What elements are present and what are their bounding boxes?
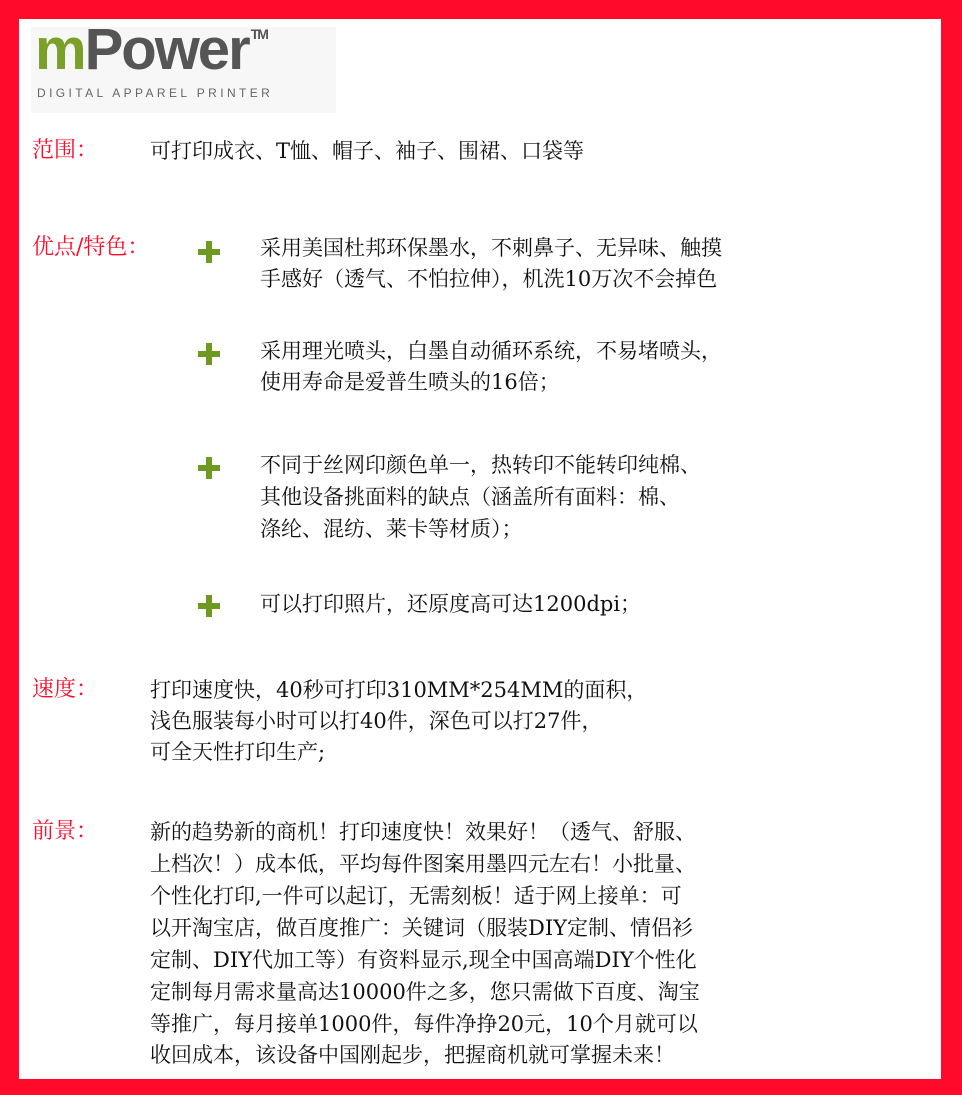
plus-icon [198, 595, 220, 617]
feature-item-2-line-1: 采用理光喷头，白墨自动循环系统，不易堵喷头， [260, 339, 722, 363]
outlook-label: 前景： [32, 819, 99, 844]
scope-label: 范围： [32, 138, 99, 163]
outlook-line-4: 以开淘宝店，做百度推广：关键词（服装DIY定制、情侣衫 [150, 916, 693, 940]
logo-tagline: DIGITAL APPAREL PRINTER [37, 86, 274, 100]
feature-item-4-line-1: 可以打印照片，还原度高可达1200dpi； [260, 592, 642, 616]
mpower-logo [31, 17, 336, 113]
feature-item-1-line-1: 采用美国杜邦环保墨水，不刺鼻子、无异味、触摸 [260, 236, 722, 260]
logo-trademark: TM [250, 26, 267, 42]
feature-item-3-line-3: 涤纶、混纺、莱卡等材质）； [260, 517, 523, 541]
speed-line-3: 可全天性打印生产; [150, 740, 326, 764]
page-frame [19, 19, 941, 1079]
plus-icon [198, 343, 220, 365]
logo-wordmark [35, 17, 267, 82]
outlook-line-3: 个性化打印,一件可以起订，无需刻板！适于网上接单：可 [150, 884, 682, 908]
speed-line-2: 浅色服装每小时可以打40件，深色可以打27件， [150, 709, 603, 733]
plus-icon [198, 457, 220, 479]
plus-icon [198, 241, 220, 263]
outlook-line-1: 新的趋势新的商机！打印速度快！效果好！（透气、舒服、 [150, 820, 696, 844]
outlook-line-6: 定制每月需求量高达10000件之多，您只需做下百度、淘宝 [150, 980, 700, 1004]
feature-item-3-line-2: 其他设备挑面料的缺点（涵盖所有面料：棉、 [260, 485, 680, 509]
speed-line-1: 打印速度快，40秒可打印310MM*254MM的面积， [150, 678, 648, 702]
outlook-line-2: 上档次！）成本低，平均每件图案用墨四元左右！小批量、 [150, 852, 696, 876]
scope-text: 可打印成衣、T恤、帽子、袖子、围裙、口袋等 [150, 139, 585, 163]
logo-m: m [35, 17, 85, 82]
feature-item-3-line-1: 不同于丝网印颜色单一，热转印不能转印纯棉、 [260, 453, 701, 477]
logo-power: Power [84, 17, 249, 82]
features-label: 优点/特色： [32, 235, 150, 260]
outlook-line-7: 等推广，每月接单1000件，每件净挣20元，10个月就可以 [150, 1012, 698, 1036]
outlook-line-5: 定制、DIY代加工等）有资料显示,现全中国高端DIY个性化 [150, 948, 697, 972]
speed-label: 速度： [32, 677, 99, 702]
feature-item-2-line-2: 使用寿命是爱普生喷头的16倍； [260, 370, 560, 394]
outlook-line-8: 收回成本，该设备中国刚起步，把握商机就可掌握未来！ [150, 1043, 675, 1067]
feature-item-1-line-2: 手感好（透气、不怕拉伸），机洗10万次不会掉色 [260, 267, 718, 291]
